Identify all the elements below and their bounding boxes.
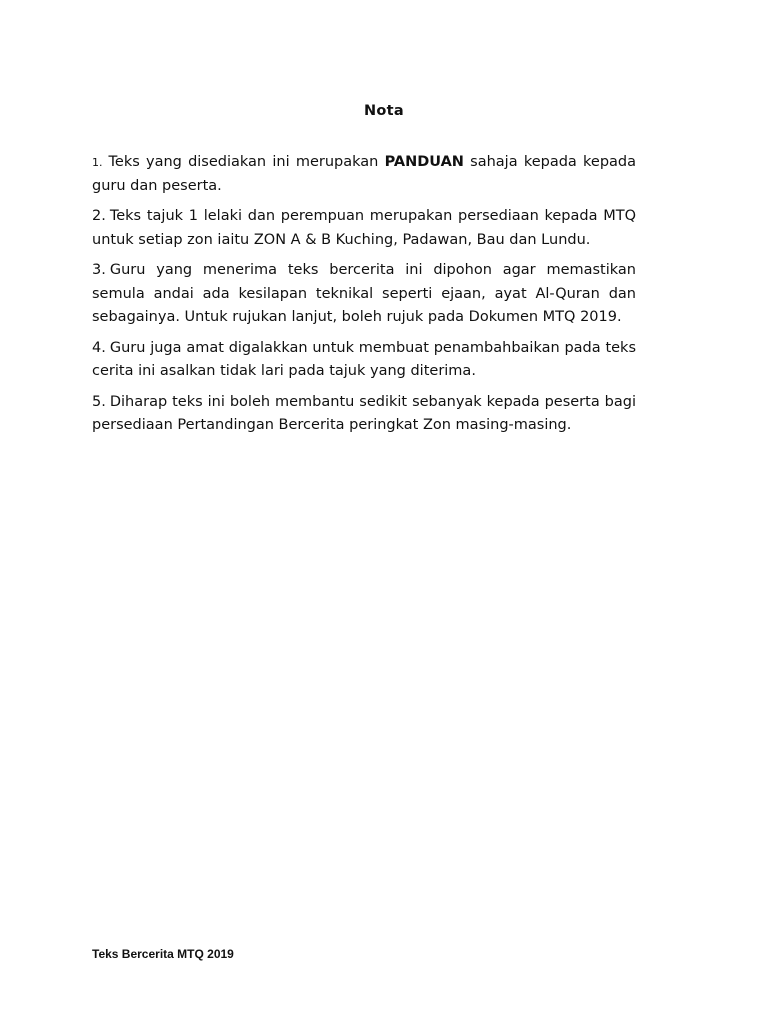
note-text: Teks tajuk 1 lelaki dan perempuan merupakan persediaan kepada MTQ untuk setiap zon iaitu ZON A & B Kuching, Padawan, Bau dan Lundu. [92,208,636,248]
note-item-1 [92,151,636,198]
note-text: Diharap teks ini boleh membantu sedikit sebanyak kepada peserta bagi persediaan Pertandingan Bercerita peringkat Zon masing-masing. [92,393,636,433]
page-footer: Teks Bercerita MTQ 2019 [92,947,234,961]
note-text: sahaja kepada kepada guru dan peserta. [92,154,637,194]
note-emphasis: PANDUAN [384,154,464,170]
page-title: Nota [363,103,404,119]
note-number: 1. [92,156,103,169]
note-number: 5. [92,393,106,410]
note-item-2 [92,205,636,252]
note-item-5 [92,391,636,438]
note-item-3 [92,259,636,330]
note-number: 4. [92,339,106,356]
note-item-4 [92,337,636,384]
note-text: Guru juga amat digalakkan untuk membuat penambahbaikan pada teks cerita ini asalkan tidak lari pada tajuk yang diterima. [92,339,636,379]
note-text: Guru yang menerima teks bercerita ini dipohon agar memastikan semula andai ada kesilapan teknikal seperti ejaan, ayat Al-Quran dan sebagainya. Untuk rujukan lanjut, boleh rujuk pada Dokumen MTQ 2019. [92,262,636,325]
note-number: 3. [92,262,106,278]
notes-list [92,151,636,445]
note-text: Teks yang disediakan ini merupakan [108,154,385,170]
note-number: 2. [92,208,106,224]
